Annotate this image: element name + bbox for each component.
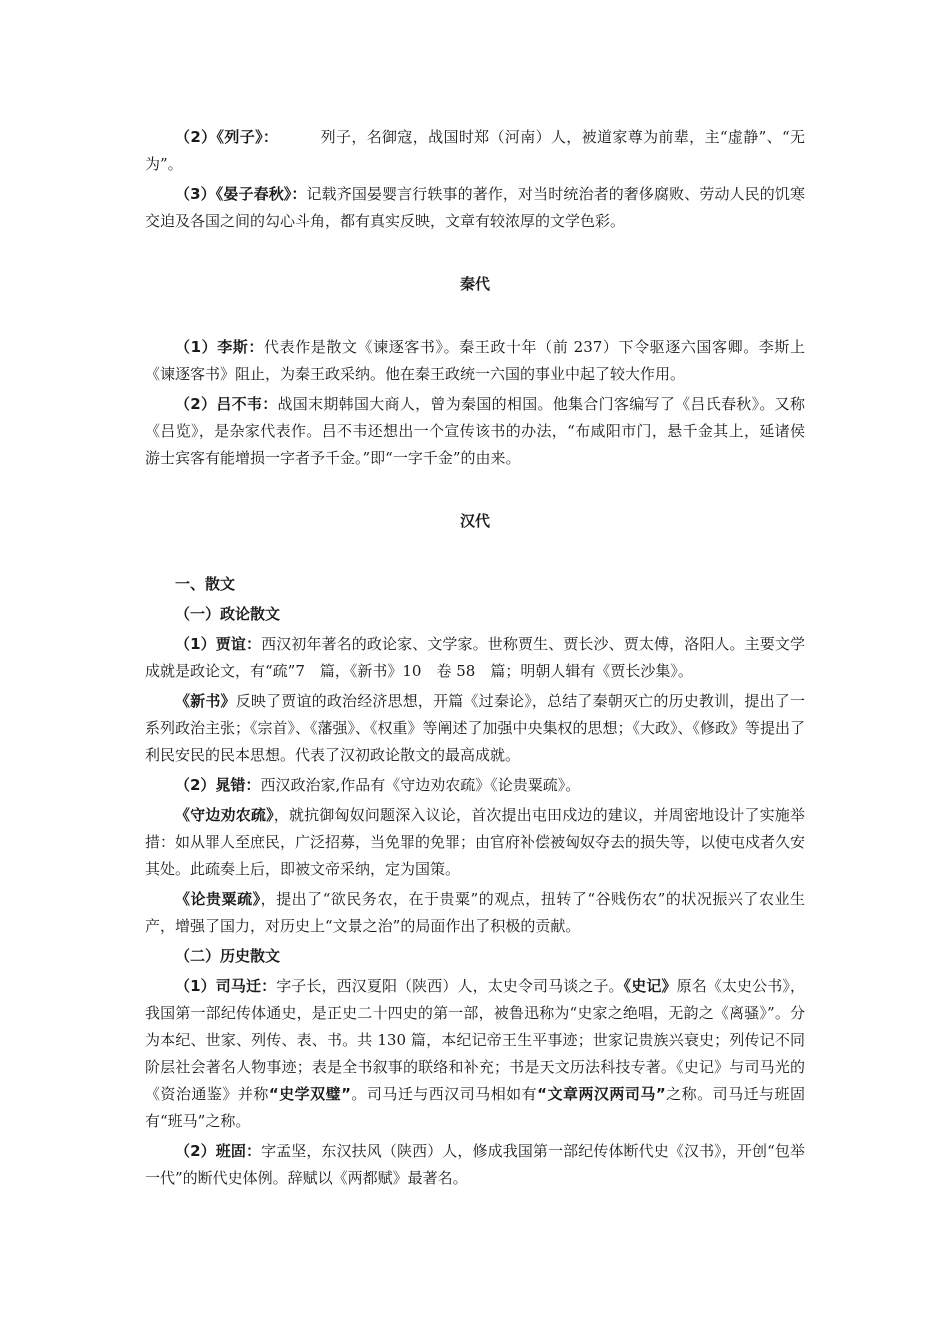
- text-shoubian: ，就抗御匈奴问题深入议论，首次提出屯田戍边的建议，并周密地设计了实施举措：如从罪人至庶民，广泛招募，当免罪的免罪；由官府补偿被匈奴夺去的损失等，以使屯戍者久安其处。此疏奏上后，即被文帝采纳，定为国策。: [145, 806, 806, 878]
- paragraph-simaqian: [145, 973, 805, 1135]
- term-xinshu: 《新书》: [175, 692, 236, 710]
- text-simaqian-4: 之称。司马迁与班固有“班马”之称。: [145, 1085, 805, 1130]
- term-chaocuo: （2）晁错：: [175, 776, 261, 794]
- paragraph-shoubian: [145, 802, 805, 883]
- paragraph-yanzi: [145, 181, 805, 235]
- text-simaqian-1: 字子长，西汉夏阳（陕西）人，太史令司马谈之子。: [276, 977, 624, 995]
- text-lubuwei: 战国末期韩国大商人，曾为秦国的相国。他集合门客编写了《吕氏春秋》。又称《吕览》，是杂家代表作。吕不韦还想出一个宣传该书的办法，“布咸阳市门，悬千金其上，延诸侯游士宾客有能增损一字者予千金。”即“一字千金”的由来。: [145, 395, 805, 467]
- paragraph-jiayi: [145, 631, 805, 685]
- paragraph-xinshu: [145, 688, 805, 769]
- text-simaqian-3: 。司马迁与西汉司马相如有: [350, 1085, 538, 1103]
- term-liangsima: “文章两汉两司马”: [537, 1085, 666, 1103]
- text-simaqian-2: 原名《太史公书》，我国第一部纪传体通史，是正史二十四史的第一部，被鲁迅称为“史家之绝唱，无韵之《离骚》”。分为本纪、世家、列传、表、书。共 130 篇，本纪记帝王生平事迹；世家记贵族兴衰史；列传记不同阶层社会著名人物事迹；表是全书叙事的联络和补充；书是天文历法科技专著。《史记》与司马光的《资治通鉴》并称: [145, 977, 805, 1103]
- term-shiji: 《史记》: [623, 977, 677, 995]
- term-simaqian: （1）司马迁：: [175, 977, 277, 995]
- term-jiayi: （1）贾谊：: [175, 635, 262, 653]
- term-guisu: 《论贵粟疏》: [175, 890, 261, 908]
- text-lisi: 代表作是散文《谏逐客书》。秦王政十年（前 237）下令驱逐六国客卿。李斯上《谏逐客书》阻止，为秦王政采纳。他在秦王政统一六国的事业中起了较大作用。: [145, 338, 805, 383]
- text-yanzi: 记载齐国晏婴言行轶事的著作，对当时统治者的奢侈腐败、劳动人民的饥寒交迫及各国之间的勾心斗角，都有真实反映，文章有较浓厚的文学色彩。: [145, 185, 805, 230]
- text-xinshu: 反映了贾谊的政治经济思想，开篇《过秦论》，总结了秦朝灭亡的历史教训，提出了一系列政治主张；《宗首》、《藩强》、《权重》等阐述了加强中央集权的思想；《大政》、《修政》等提出了利民安民的民本思想。代表了汉初政论散文的最高成就。: [145, 692, 806, 764]
- paragraph-chaocuo: [145, 772, 805, 799]
- paragraph-lisi: [145, 334, 805, 388]
- text-liezi: 列子，名御寇，战国时郑（河南）人，被道家尊为前辈，主“虚静”、“无为”。: [145, 128, 805, 173]
- subsection-title-history: （二）历史散文: [175, 947, 281, 965]
- paragraph-guisu: [145, 886, 805, 940]
- heading-han: 汉代: [459, 512, 490, 530]
- term-yanzi: （3）《晏子春秋》：: [175, 185, 307, 203]
- paragraph-lubuwei: [145, 391, 805, 472]
- term-lubuwei: （2）吕不韦：: [175, 395, 278, 413]
- subsection-title-political: （一）政论散文: [175, 605, 281, 623]
- term-bangu: （2）班固：: [175, 1142, 262, 1160]
- term-shuangbi: “史学双璧”: [268, 1085, 351, 1103]
- text-guisu: ，提出了“欲民务农，在于贵粟”的观点，扭转了“谷贱伤农”的状况振兴了农业生产，增强了国力，对历史上“文景之治”的局面作出了积极的贡献。: [145, 890, 805, 935]
- term-lisi: （1）李斯：: [175, 338, 264, 356]
- text-jiayi: 西汉初年著名的政论家、文学家。世称贾生、贾长沙、贾太傅，洛阳人。主要文学成就是政论文，有“疏”7 篇，《新书》10 卷 58 篇；明朝人辑有《贾长沙集》。: [145, 635, 805, 680]
- paragraph-liezi: [145, 124, 805, 178]
- heading-qin: 秦代: [459, 275, 490, 293]
- text-bangu: 字孟坚，东汉扶风（陕西）人，修成我国第一部纪传体断代史《汉书》，开创“包举一代”的断代史体例。辞赋以《两都赋》最著名。: [145, 1142, 805, 1187]
- paragraph-bangu: [145, 1138, 805, 1192]
- page-content: [145, 124, 805, 1192]
- term-shoubian: 《守边劝农疏》: [175, 806, 274, 824]
- text-chaocuo: 西汉政治家,作品有《守边劝农疏》《论贵粟疏》。: [260, 776, 581, 794]
- term-liezi: （2）《列子》：: [175, 128, 279, 146]
- section-title-prose: 一、散文: [175, 575, 236, 593]
